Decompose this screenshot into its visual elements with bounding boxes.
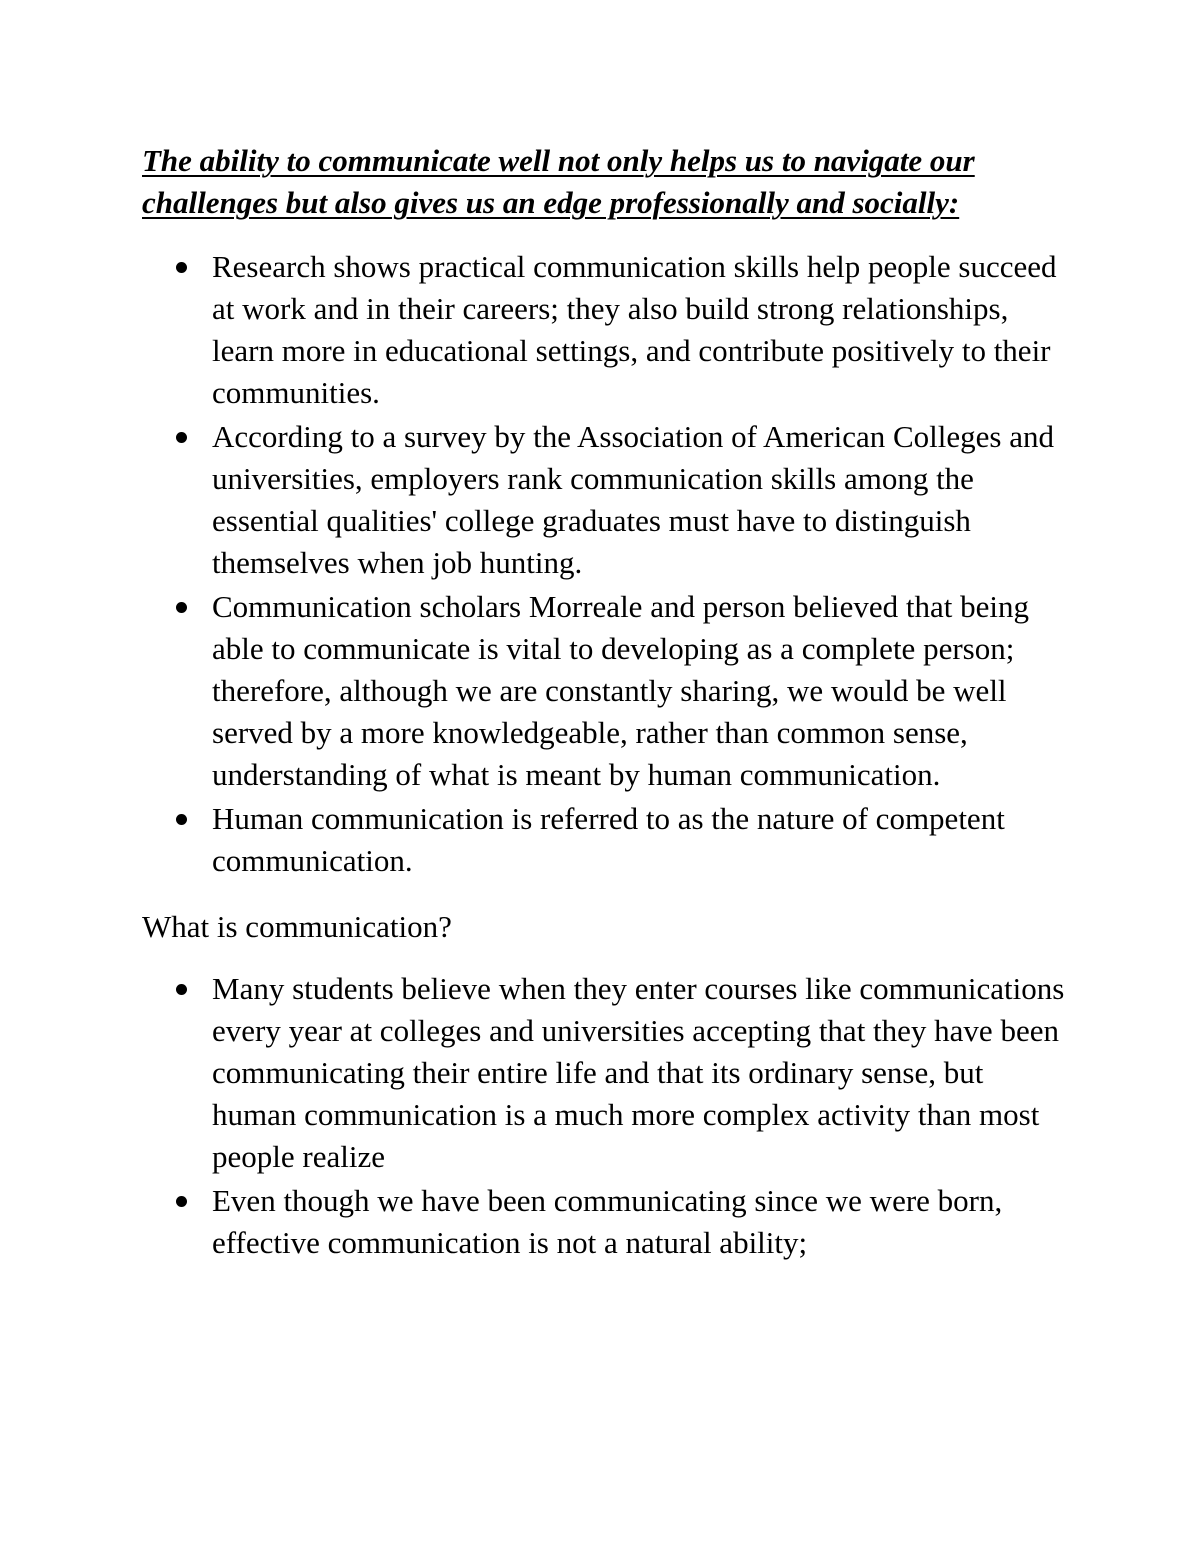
list-item-text: Many students believe when they enter courses like communications every year at colleges and universities accepting that they have been communicating their entire life and that its ordinary sense, but human communication is a much more complex activity than most people realize [212,971,1065,1174]
list-item [212,798,1072,882]
bullet-icon [176,262,187,273]
document-body [142,140,1072,1266]
section-heading: The ability to communicate well not only helps us to navigate our challenges but also gives us an edge professionally and socially: [142,143,975,220]
bullet-list-definition [142,968,1072,1264]
list-item-text: Even though we have been communicating since we were born, effective communication is not a natural ability; [212,1183,1003,1260]
question-line: What is communication? [142,909,452,944]
list-item-text: Communication scholars Morreale and person believed that being able to communicate is vital to developing as a complete person; therefore, although we are constantly sharing, we would be well served by a more knowledgeable, rather than common sense, understanding of what is meant by human communication. [212,589,1029,792]
list-item [212,968,1072,1178]
bullet-icon [176,1196,187,1207]
bullet-list-importance [142,246,1072,882]
bullet-icon [176,602,187,613]
list-item [212,1180,1072,1264]
list-item [212,416,1072,584]
list-item [212,586,1072,796]
bullet-icon [176,814,187,825]
list-item [212,246,1072,414]
bullet-icon [176,432,187,443]
list-item-text: Human communication is referred to as the nature of competent communication. [212,801,1005,878]
list-item-text: According to a survey by the Association of American Colleges and universities, employers rank communication skills among the essential qualities' college graduates must have to distinguish themselves when job hunting. [212,419,1054,580]
list-item-text: Research shows practical communication skills help people succeed at work and in their careers; they also build strong relationships, learn more in educational settings, and contribute positively to their communities. [212,249,1057,410]
bullet-icon [176,984,187,995]
